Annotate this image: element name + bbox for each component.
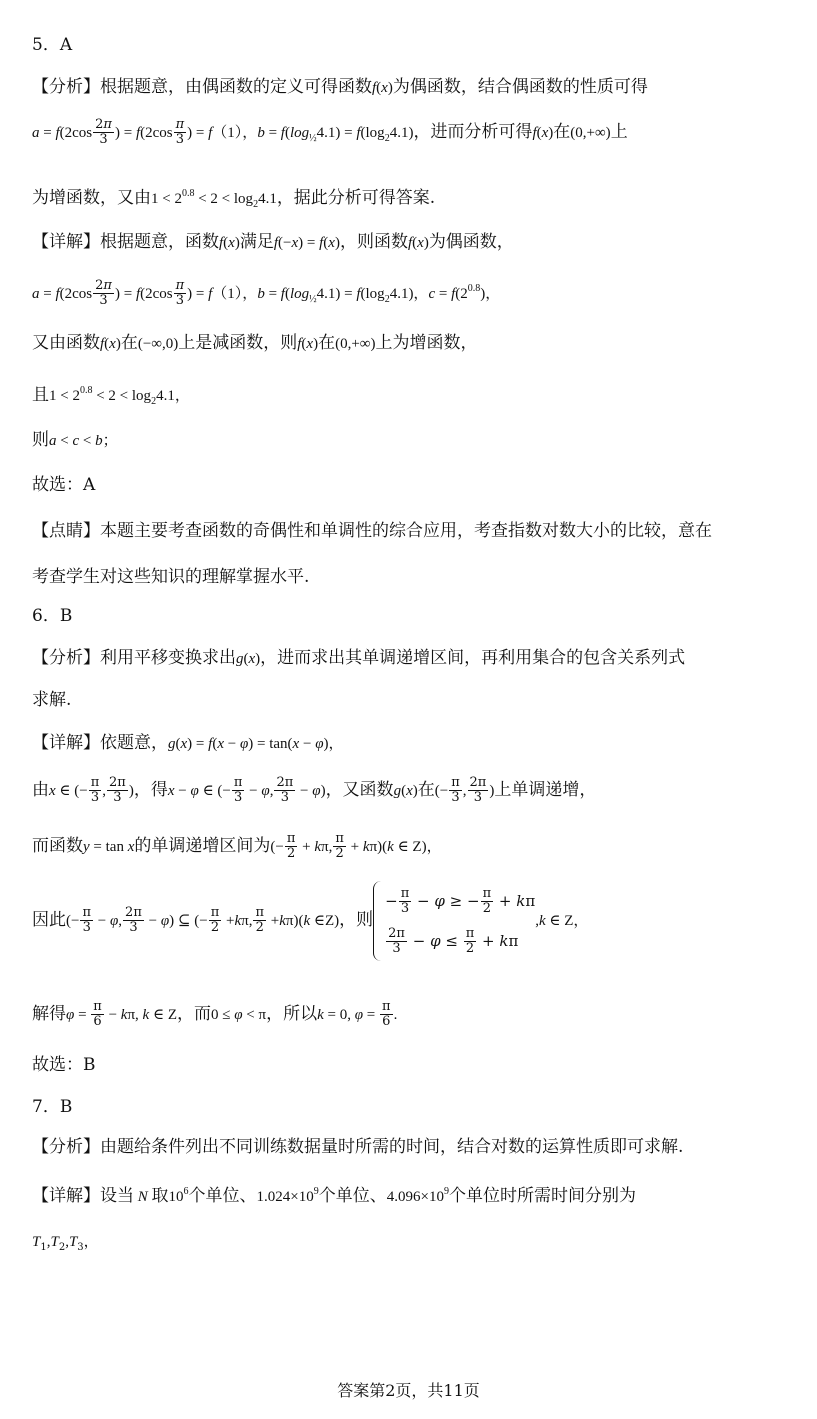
q6-heading: 6．B bbox=[32, 606, 73, 626]
q5-detail-line-5: 则a < c < b； bbox=[32, 430, 118, 450]
q6-analysis-line-1: 【分析】利用平移变换求出g(x)，进而求出其单调递增区间，再利用集合的包含关系列式 bbox=[32, 648, 686, 668]
q6-detail-line-4: 因此(− $\frac{\pi}{3}$ − φ, $\frac{2\pi}{3}$ − φ) ⊆ (− $\frac{\pi}{2}$ +kπ, $\frac{\pi}{2}$ +kπ)(k ∈Z)，则 − $\frac{\pi}{3}$ − φ ≥ − $\frac{\pi}{2}$ + kπ $\frac{2\pi}{3}$ − φ ≤ $\frac{\pi}{2}$ + kπ ,k ∈ Z， bbox=[32, 880, 789, 961]
q5-detail-line-1: 【详解】根据题意，函数f(x)满足f(−x) = f(x)，则函数f(x)为偶函数， bbox=[32, 232, 514, 252]
q5-analysis-line-3: 为增函数，又由$1 < 2^{0.8} < 2 < \log_24.1$，据此分析可得答案. bbox=[32, 188, 436, 210]
q6-detail-line-1: 【详解】依题意，g(x) = f(x − φ) = tan(x − φ)， bbox=[32, 733, 344, 753]
q5-comment-line-1: 【点睛】本题主要考查函数的奇偶性和单调性的综合应用，考查指数对数大小的比较，意在 bbox=[32, 521, 712, 541]
q5-heading: 5．A bbox=[32, 35, 73, 55]
q5-analysis-line-1: 【分析】根据题意，由偶函数的定义可得函数f(x)为偶函数，结合偶函数的性质可得 bbox=[32, 77, 648, 97]
q7-detail-line-1: 【详解】设当 N 取$10^6$个单位、$1.024\times 10^9$个单位、$4.096\times 10^9$个单位时所需时间分别为 bbox=[32, 1186, 636, 1206]
q6-analysis-line-2: 求解. bbox=[32, 690, 72, 710]
q5-detail-line-4: 且$1 < 2^{0.8} < 2 < \log_24.1$， bbox=[32, 385, 190, 407]
q5-choice: 故选：A bbox=[32, 475, 96, 495]
page-footer: 答案第2页，共11页 bbox=[337, 1381, 480, 1400]
q7-heading: 7．B bbox=[32, 1097, 73, 1117]
q5-analysis-line-2: a = f(2cos $\frac{2\pi}{3}$ ) = f(2cos $\frac{\pi}{3}$ ) = f（1），$b = f(\log_{\frac{1}{2}}4.1) = f(\log_24.1)$，进而分析可得f(x)在(0,+∞)上 bbox=[32, 117, 628, 147]
q6-choice: 故选：B bbox=[32, 1055, 96, 1075]
q7-detail-line-2: $T_1,T_2,T_3$， bbox=[32, 1234, 99, 1253]
q7-analysis-line-1: 【分析】由题给条件列出不同训练数据量时所需的时间，结合对数的运算性质即可求解. bbox=[32, 1137, 684, 1157]
q5-detail-line-3: 又由函数f(x)在(−∞,0)上是减函数，则f(x)在(0,+∞)上为增函数， bbox=[32, 333, 478, 353]
q6-detail-line-3: 而函数y = tan x的单调递增区间为(− $\frac{\pi}{2}$ + kπ, $\frac{\pi}{2}$ + kπ)(k ∈ Z)， bbox=[32, 831, 442, 861]
q6-detail-line-5: 解得φ = $\frac{\pi}{6}$ − kπ, k ∈ Z，而0 ≤ φ < π，所以k = 0, φ = $\frac{\pi}{6}$ . bbox=[32, 999, 398, 1029]
q5-detail-line-2: a = f(2cos $\frac{2\pi}{3}$ ) = f(2cos $\frac{\pi}{3}$ ) = f（1），$b = f(\log_{\frac{1}{2}}4.1) = f(\log_24.1)$，$c = f(2^{0.8})$， bbox=[32, 278, 501, 308]
inequality-system: − $\frac{\pi}{3}$ − φ ≥ − $\frac{\pi}{2}$ + kπ $\frac{2\pi}{3}$ − φ ≤ $\frac{\pi}{2}$ + kπ bbox=[373, 881, 535, 961]
q6-detail-line-2: 由x ∈ (− $\frac{\pi}{3}$ , $\frac{2\pi}{3}$ )，得x − φ ∈ (− $\frac{\pi}{3}$ − φ, $\frac{2\pi}{3}$ − φ)，又函数g(x)在(− $\frac{\pi}{3}$ , $\frac{2\pi}{3}$ )上单调递增， bbox=[32, 775, 597, 805]
q5-comment-line-2: 考查学生对这些知识的理解掌握水平. bbox=[32, 567, 310, 587]
